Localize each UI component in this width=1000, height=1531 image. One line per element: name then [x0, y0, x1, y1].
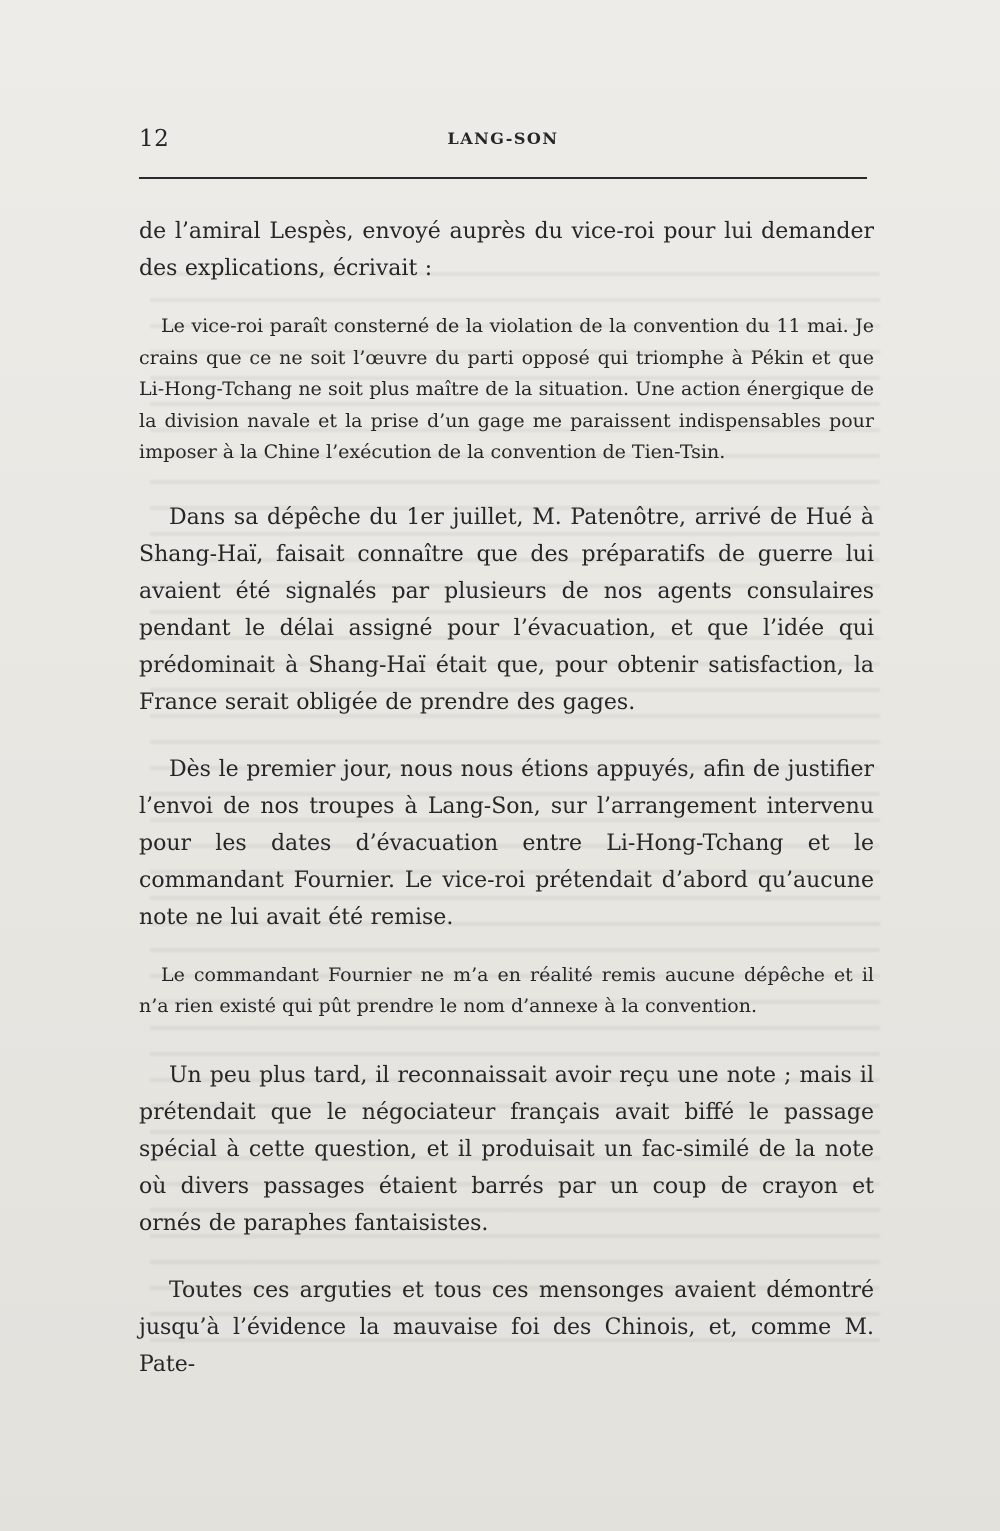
paragraph-2: Dans sa dépêche du 1er juillet, M. Patenôtre, arrivé de Hué à Shang-Haï, faisait connaître que des préparatifs de guerre lui avaient été signalés par plusieurs de nos agents consulaires pendant le délai assigné pour l’évacuation, et que l’idée qui prédominait à Shang-Haï était que, pour obtenir satisfaction, la France serait obligée de prendre des gages.: [139, 504, 874, 715]
running-title: LANG-SON: [447, 129, 559, 148]
page-number: 12: [139, 126, 170, 152]
paragraph-3: Dès le premier jour, nous nous étions appuyés, afin de justifier l’envoi de nos troupes à Lang-Son, sur l’arrangement intervenu pour les dates d’évacuation entre Li-Hong-Tchang et le commandant Fournier. Le vice-roi prétendait d’abord qu’aucune note ne lui avait été remise.: [139, 756, 874, 930]
paragraph-5: Toutes ces arguties et tous ces mensonges avaient démontré jusqu’à l’évidence la mauvaise foi des Chinois, et, comme M. Pate-: [139, 1277, 874, 1377]
quoted-dispatch-1: Le vice-roi paraît consterné de la violation de la convention du 11 mai. Je crains que ce ne soit l’œuvre du parti opposé qui triomphe à Pékin et que Li-Hong-Tchang ne soit plus maître de la situation. Une action énergique de la division navale et la prise d’un gage me paraissent indispensables pour imposer à la Chine l’exécution de la convention de Tien-Tsin.: [139, 315, 874, 463]
page-header: [139, 126, 867, 166]
quoted-dispatch-2: Le commandant Fournier ne m’a en réalité remis aucune dépêche et il n’a rien existé qui pût prendre le nom d’annexe à la convention.: [139, 963, 874, 1017]
paragraph-4: Un peu plus tard, il reconnaissait avoir reçu une note ; mais il prétendait que le négociateur français avait biffé le passage spécial à cette question, et il produisait un fac-similé de la note où divers passages étaient barrés par un coup de crayon et ornés de paraphes fantaisistes.: [139, 1062, 874, 1236]
paragraph-1: de l’amiral Lespès, envoyé auprès du vice-roi pour lui demander des explications, écrivait :: [139, 219, 874, 281]
header-rule: [139, 177, 867, 179]
page-body: [139, 213, 874, 1383]
